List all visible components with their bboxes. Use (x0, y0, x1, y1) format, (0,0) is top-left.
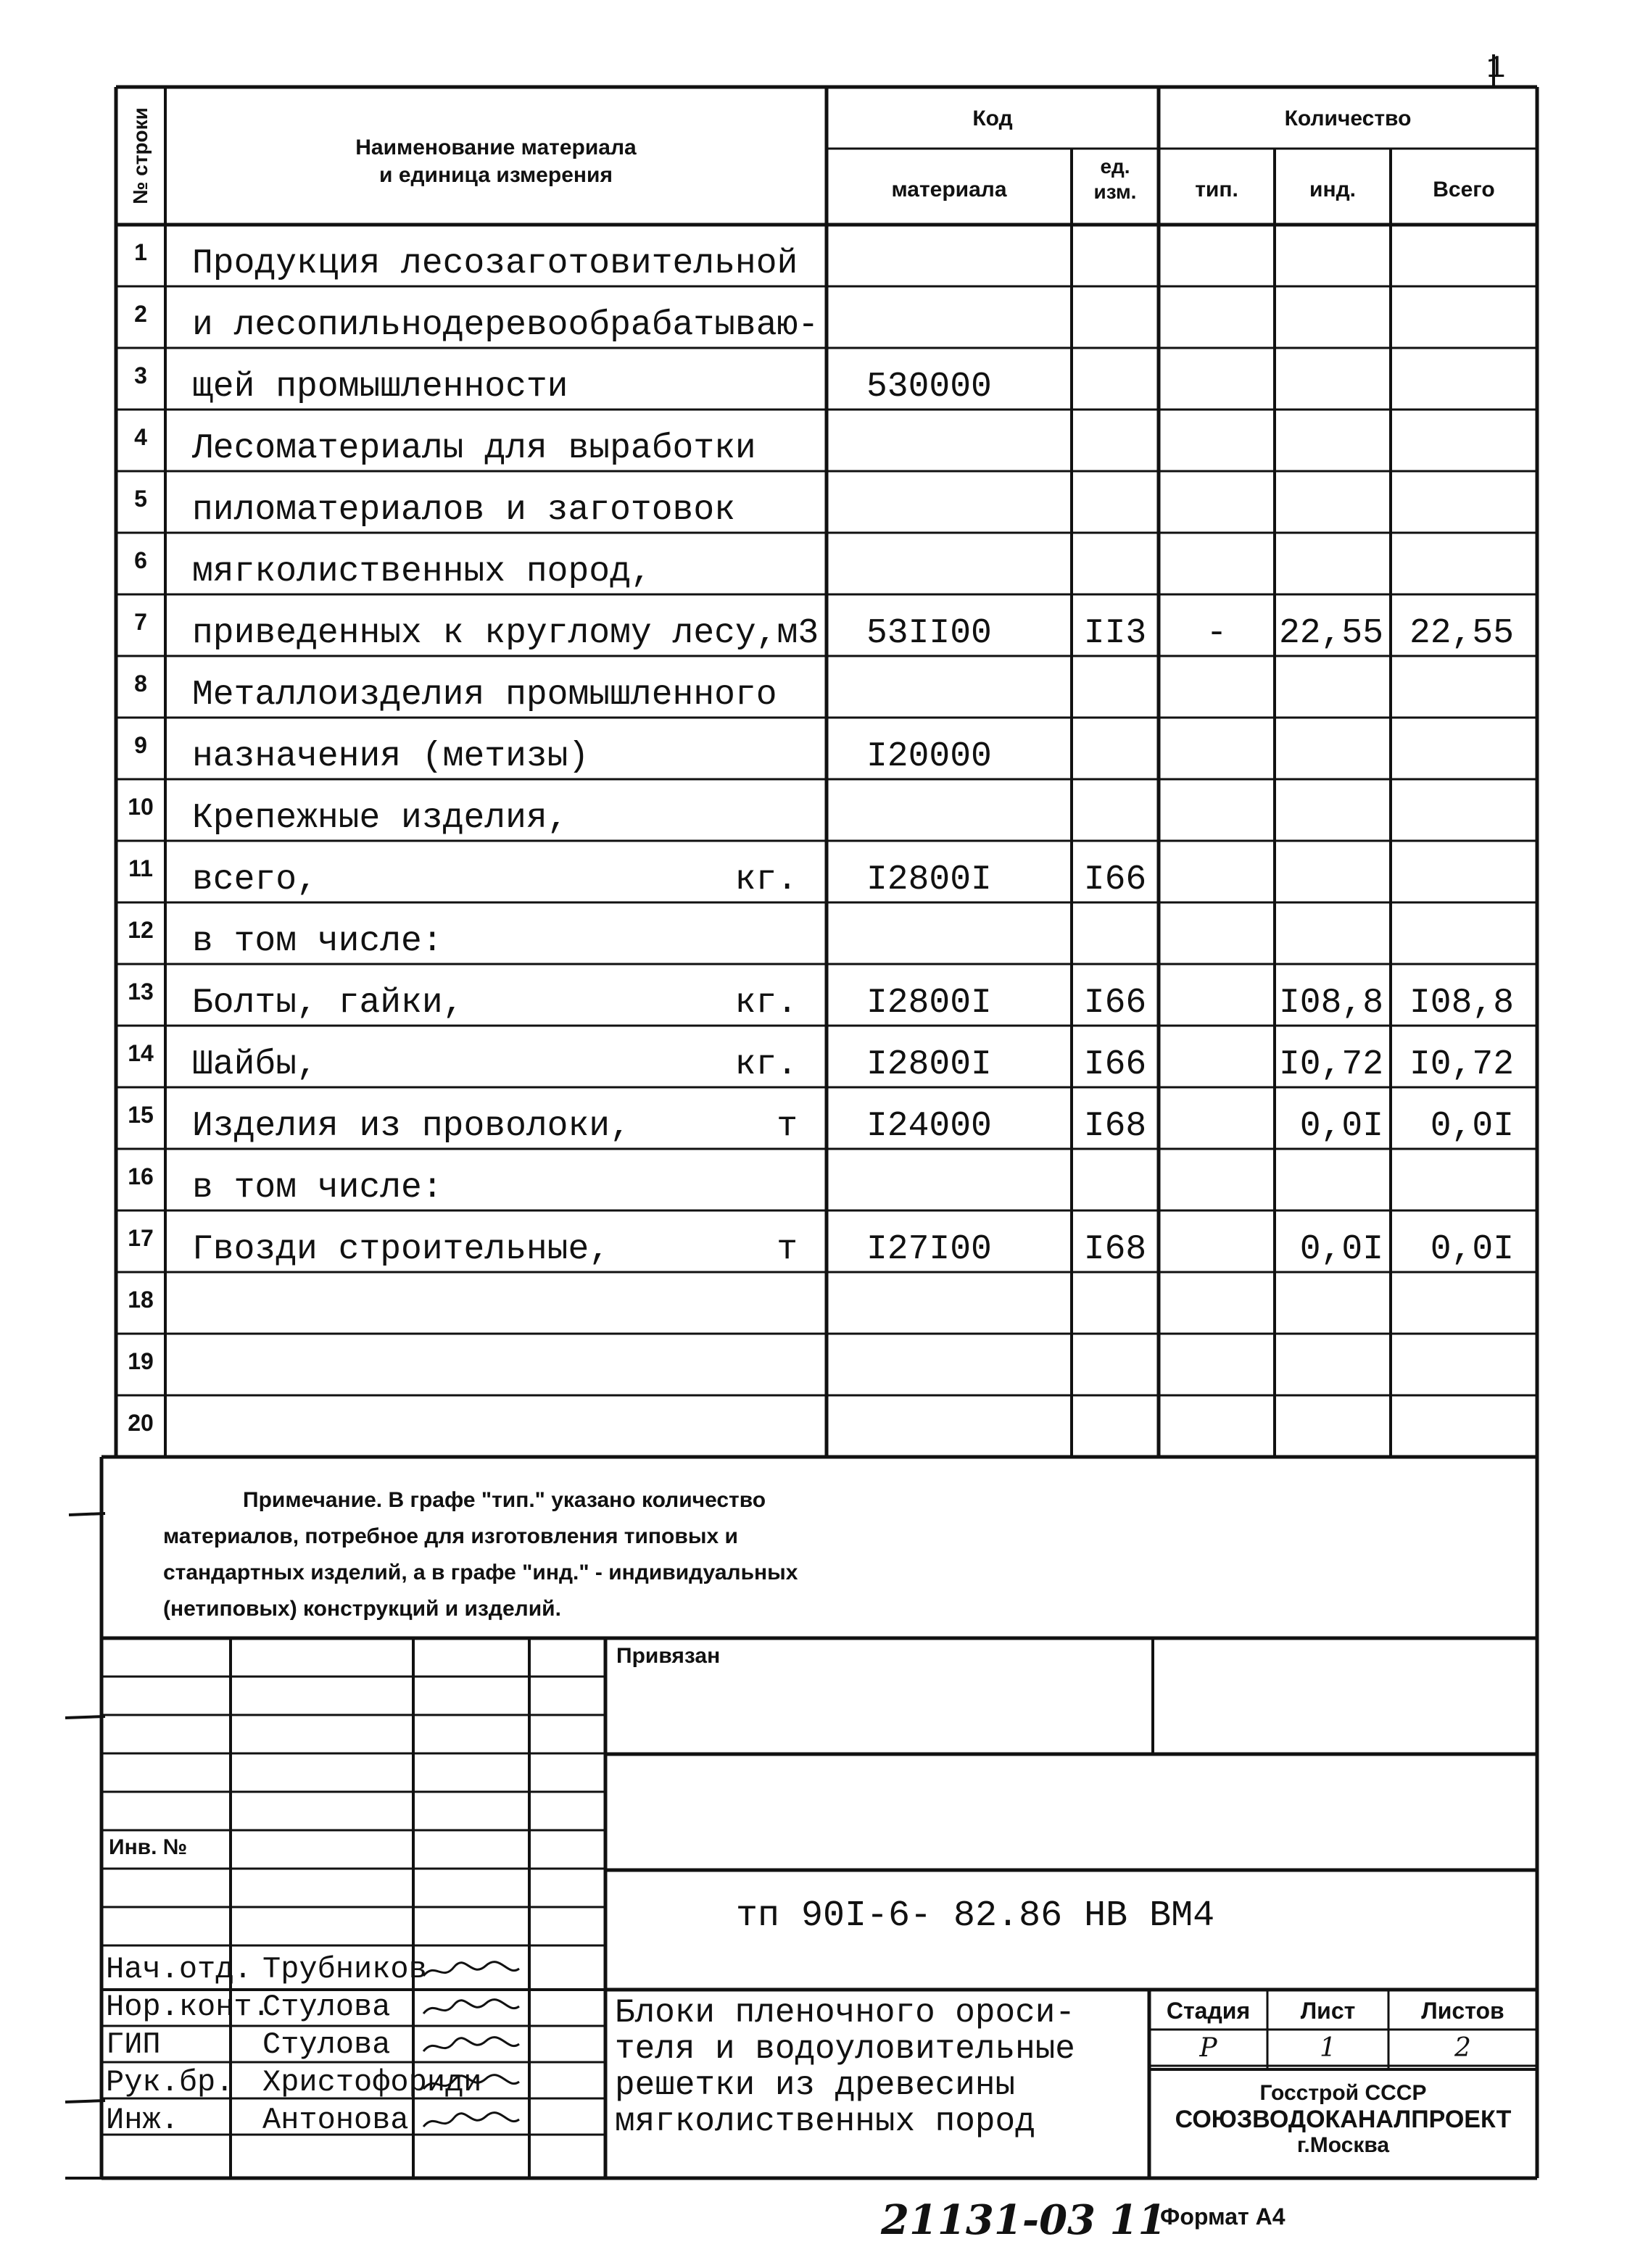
table-row (0, 1272, 1627, 1334)
stage-value: Р (1199, 2033, 1217, 2063)
material-name: приведенных к круглому лесу,м3 (192, 614, 819, 653)
table-row (0, 1334, 1627, 1395)
table-row (0, 594, 1627, 656)
header-qty-typ: тип. (1195, 178, 1238, 202)
note-line4: (нетиповых) конструкций и изделий. (163, 1597, 561, 1621)
material-name: Шайбы, (192, 1045, 318, 1084)
table-row (0, 286, 1627, 348)
row-number: 15 (128, 1102, 154, 1128)
organization-line1: Госстрой СССР (1259, 2081, 1427, 2105)
table-row (0, 779, 1627, 841)
table-row (0, 410, 1627, 471)
material-name: Изделия из проволоки, (192, 1107, 631, 1146)
inventory-stamp: 21131-03 11 (881, 2196, 1167, 2244)
unit-code: I66 (1083, 984, 1147, 1023)
note (163, 1482, 1033, 1627)
row-number: 10 (128, 794, 154, 820)
row-number: 7 (134, 609, 147, 635)
sheets-value: 2 (1454, 2033, 1471, 2063)
qty-total: I08,8 (1409, 984, 1514, 1023)
note-line2: материалов, потребное для изготовления типовых и (163, 1524, 738, 1548)
header-quantity: Количество (1284, 107, 1412, 130)
material-name: Лесоматериалы для выработки (192, 429, 756, 468)
qty-ind: 0,0I (1299, 1107, 1383, 1146)
header-qty-ind: инд. (1309, 178, 1356, 202)
handwritten-signature (421, 2111, 522, 2131)
material-unit: кг. (734, 984, 798, 1023)
row-number: 6 (134, 547, 147, 573)
table-row (0, 841, 1627, 902)
sheet-value: 1 (1320, 2033, 1336, 2063)
qty-total: 0,0I (1430, 1230, 1514, 1269)
qty-ind: I08,8 (1278, 984, 1383, 1023)
unit-code: I68 (1083, 1230, 1147, 1269)
unit-code: I66 (1083, 1045, 1147, 1084)
material-code: I2800I (866, 1045, 992, 1084)
drawing-title-line3: решетки из древесины (615, 2066, 1016, 2104)
row-number: 2 (134, 301, 147, 327)
qty-typ: - (1206, 614, 1228, 653)
drawing-title (615, 1995, 1075, 2140)
table-row (0, 656, 1627, 718)
note-line1: Примечание. В графе "тип." указано количество (243, 1488, 766, 1512)
material-name: Крепежные изделия, (192, 799, 568, 838)
signature-role: ГИП (106, 2027, 161, 2062)
organization-line2: СОЮЗВОДОКАНАЛПРОЕКТ (1175, 2106, 1512, 2133)
material-name: в том числе: (192, 1168, 443, 1208)
qty-ind: I0,72 (1278, 1045, 1383, 1084)
material-name: Болты, гайки, (192, 984, 464, 1023)
unit-code: II3 (1083, 614, 1147, 653)
organization (1149, 2080, 1537, 2159)
signature-role: Инж. (106, 2103, 179, 2138)
signature-name: Стулова (262, 1990, 391, 2024)
table-row (0, 1149, 1627, 1210)
header-qty-total: Всего (1433, 178, 1495, 202)
privyazan-label: Привязан (616, 1644, 721, 1668)
row-number: 3 (134, 362, 147, 389)
sheets-label: Листов (1421, 1998, 1504, 2024)
row-number: 17 (128, 1225, 154, 1251)
row-number: 20 (128, 1410, 154, 1436)
unit-code: I66 (1083, 860, 1147, 900)
inventory-number-label: Инв. № (109, 1835, 188, 1859)
signature-name: Трубников (262, 1952, 427, 1987)
unit-code: I68 (1083, 1107, 1147, 1146)
document-code: тп 90I-6- 82.86 НВ ВМ4 (736, 1895, 1215, 1937)
table-row (0, 533, 1627, 594)
row-number: 19 (128, 1348, 154, 1374)
row-number: 13 (128, 979, 154, 1005)
qty-ind: 0,0I (1299, 1230, 1383, 1269)
qty-total: 0,0I (1430, 1107, 1514, 1146)
material-name: Металлоизделия промышленного (192, 676, 777, 715)
table-row (0, 348, 1627, 410)
signature-role: Рук.бр. (106, 2065, 234, 2100)
table-row (0, 1210, 1627, 1272)
material-name: щей промышленности (192, 367, 568, 407)
material-code: I20000 (866, 737, 992, 776)
material-name: в том числе: (192, 922, 443, 961)
stage-label: Стадия (1166, 1998, 1251, 2024)
signature-role: Нор.конт. (106, 1990, 270, 2024)
handwritten-signature (421, 2073, 522, 2093)
header-code: Код (972, 107, 1013, 130)
organization-line3: г.Москва (1296, 2133, 1390, 2157)
row-number: 18 (128, 1287, 154, 1313)
row-number: 11 (128, 855, 153, 881)
handwritten-signature (421, 2035, 522, 2056)
format-label: Формат А4 (1160, 2203, 1286, 2230)
table-row (0, 1395, 1627, 1457)
header-code-unit-line1: ед. (1100, 155, 1130, 178)
table-row (0, 471, 1627, 533)
header-name-line1: Наименование материала (355, 136, 637, 159)
material-name: всего, (192, 860, 318, 900)
signature-name: Христофориди (262, 2065, 482, 2100)
material-name: мягколиственных пород, (192, 552, 652, 591)
qty-total: I0,72 (1409, 1045, 1514, 1084)
material-name: пиломатериалов и заготовок (192, 491, 735, 530)
row-number: 1 (134, 239, 147, 265)
table-row (0, 1026, 1627, 1087)
signature-role: Нач.отд. (106, 1952, 252, 1987)
sheet-label: Лист (1300, 1998, 1356, 2024)
row-number: 14 (128, 1040, 154, 1066)
header-code-material: материала (891, 178, 1007, 202)
row-number: 12 (128, 917, 154, 943)
material-unit: кг. (734, 860, 798, 900)
table-row (0, 225, 1627, 286)
table-row (0, 718, 1627, 779)
drawing-title-line1: Блоки пленочного ороси- (615, 1994, 1075, 2032)
row-number: 16 (128, 1163, 154, 1189)
qty-total: 22,55 (1409, 614, 1514, 653)
material-name: Гвозди строительные, (192, 1230, 610, 1269)
row-number: 8 (134, 670, 147, 697)
row-number: 4 (134, 424, 147, 450)
header-code-unit-line2: изм. (1093, 180, 1137, 203)
note-line3: стандартных изделий, а в графе "инд." - индивидуальных (163, 1561, 798, 1584)
material-code: I24000 (866, 1107, 992, 1146)
material-name: и лесопильнодеревообрабатываю- (192, 306, 819, 345)
material-code: I2800I (866, 860, 992, 900)
material-unit: кг. (734, 1045, 798, 1084)
signature-name: Стулова (262, 2027, 391, 2062)
header-name-line2: и единица измерения (379, 162, 613, 187)
material-code: 530000 (866, 367, 992, 407)
handwritten-signature (421, 1998, 522, 2018)
page-number: 1 (1486, 51, 1506, 87)
material-name: назначения (метизы) (192, 737, 589, 776)
material-unit: т (777, 1230, 798, 1269)
drawing-title-line2: теля и водоуловительные (615, 2030, 1075, 2068)
header-row-number: № строки (129, 107, 152, 204)
material-code: I27I00 (866, 1230, 992, 1269)
signature-name: Антонова (262, 2103, 409, 2138)
material-unit: т (777, 1107, 798, 1146)
row-number: 9 (134, 732, 147, 758)
table-row (0, 964, 1627, 1026)
row-number: 5 (134, 486, 147, 512)
handwritten-signature (421, 1960, 522, 1980)
qty-ind: 22,55 (1278, 614, 1383, 653)
table-row (0, 1087, 1627, 1149)
material-code: I2800I (866, 984, 992, 1023)
table-row (0, 902, 1627, 964)
material-name: Продукция лесозаготовительной (192, 244, 798, 283)
material-code: 53II00 (866, 614, 992, 653)
drawing-title-line4: мягколиственных пород (615, 2103, 1035, 2140)
